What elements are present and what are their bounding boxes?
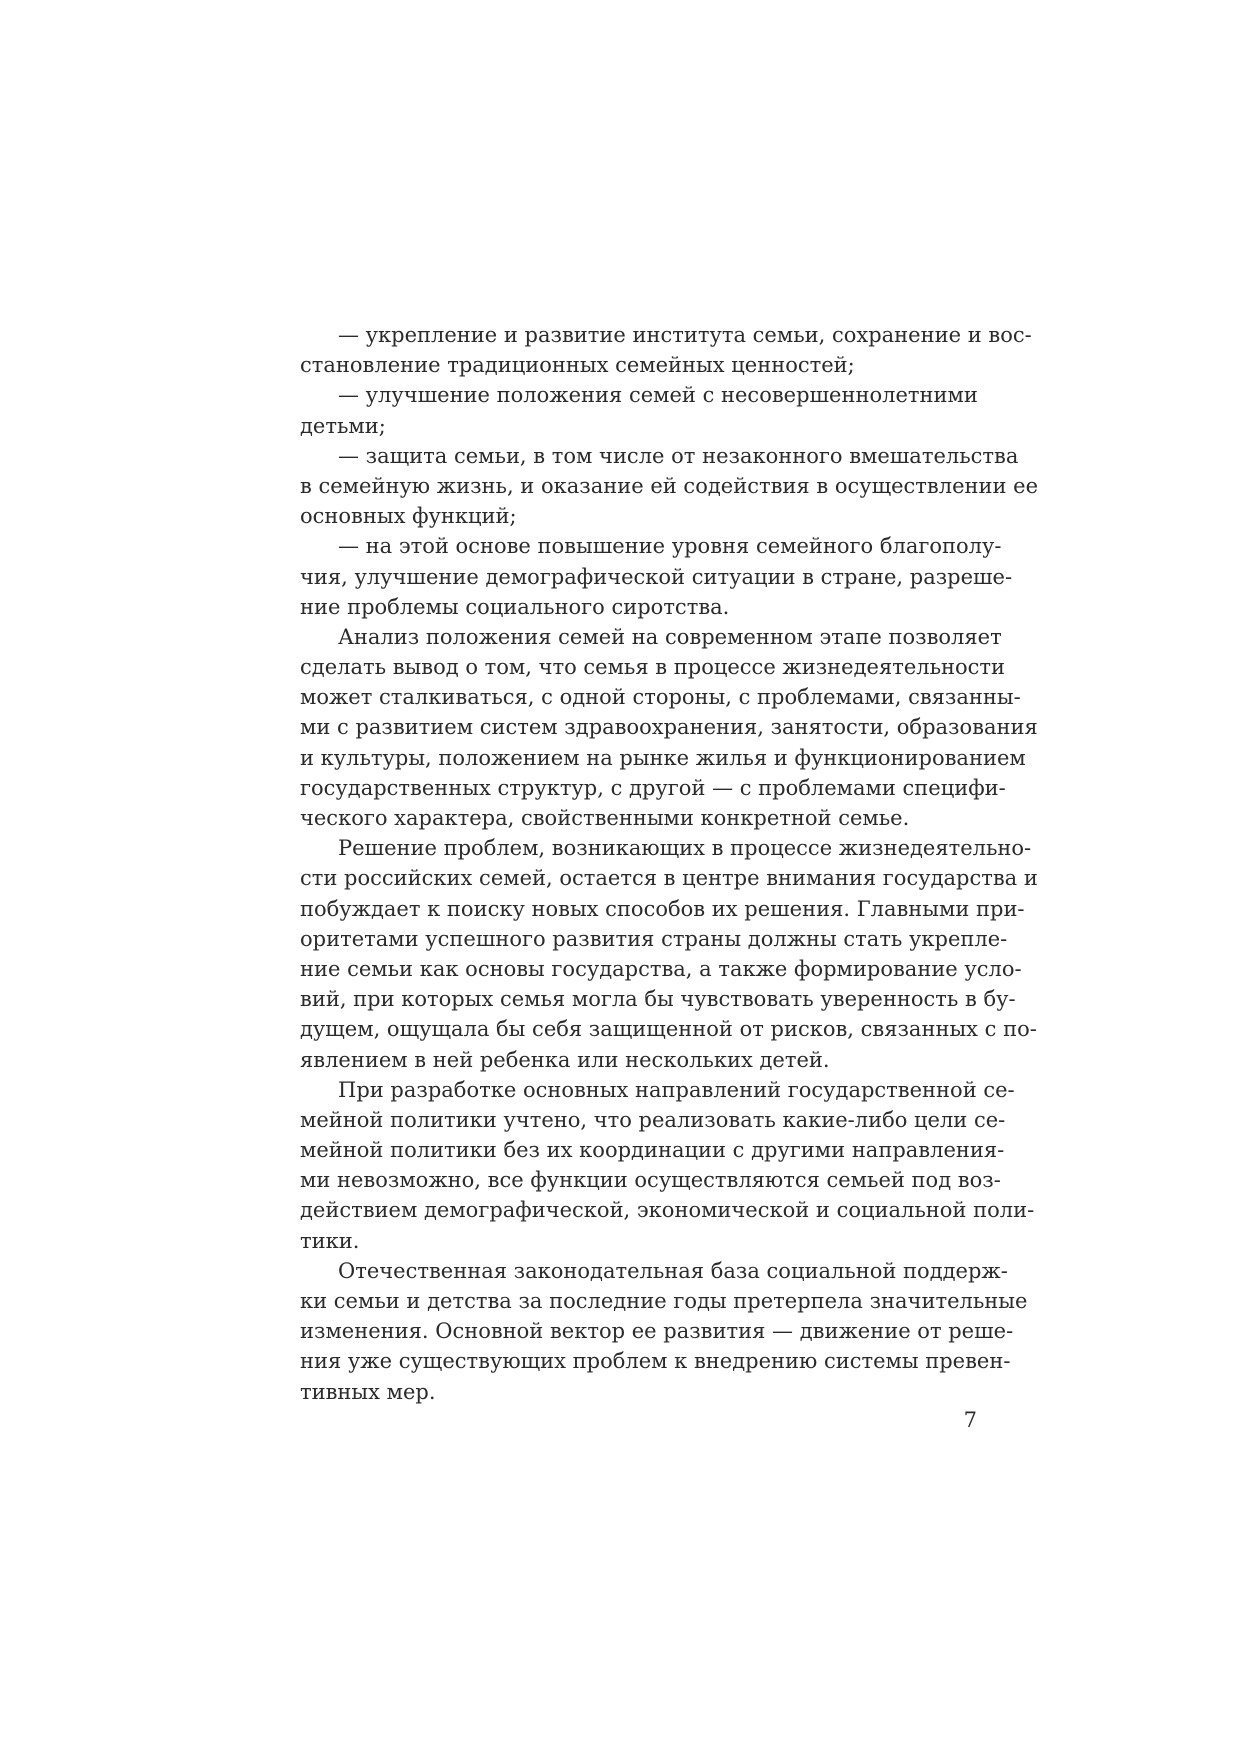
text-line: детьми; — [300, 413, 386, 438]
text-line: государственных структур, с другой — с проблемами специфи- — [300, 775, 1006, 800]
text-line: ние семьи как основы государства, а также формирование усло- — [300, 956, 1022, 981]
page-number: 7 — [963, 1408, 977, 1432]
text-line: дущем, ощущала бы себя защищенной от рисков, связанных с по- — [300, 1017, 1037, 1042]
text-line: ние проблемы социального сиротства. — [300, 594, 730, 619]
text-line: действием демографической, экономической и социальной поли- — [300, 1198, 1035, 1223]
text-line: сделать вывод о том, что семья в процессе жизнедеятельности — [300, 655, 1006, 680]
text-line: мейной политики учтено, что реализовать какие-либо цели се- — [300, 1107, 1006, 1132]
text-line: Анализ положения семей на современном этапе позволяет — [338, 624, 1002, 649]
text-line: тики. — [300, 1228, 360, 1253]
text-line: ми с развитием систем здравоохранения, занятости, образования — [300, 715, 1038, 740]
text-line: побуждает к поиску новых способов их решения. Главными при- — [300, 896, 1025, 921]
text-line: ми невозможно, все функции осуществляются семьей под воз- — [300, 1168, 1001, 1193]
text-line: — на этой основе повышение уровня семейного благополу- — [338, 534, 1002, 559]
text-line: — улучшение положения семей с несовершеннолетними — [338, 383, 978, 408]
text-line: Решение проблем, возникающих в процессе жизнедеятельно- — [338, 836, 1032, 861]
text-line: чия, улучшение демографической ситуации в стране, разреше- — [300, 564, 1013, 589]
text-line: ки семьи и детства за последние годы претерпела значительные — [300, 1289, 1028, 1313]
text-line: При разработке основных направлений государственной се- — [338, 1077, 1015, 1102]
text-line: — защита семьи, в том числе от незаконного вмешательства — [338, 443, 1019, 468]
text-line: — укрепление и развитие института семьи, сохранение и вос- — [338, 323, 1032, 347]
text-line: Отечественная законодательная база социальной поддерж- — [338, 1258, 1008, 1283]
body-text — [300, 320, 1039, 1407]
text-line: явлением в ней ребенка или нескольких детей. — [300, 1047, 830, 1072]
text-line: оритетами успешного развития страны должны стать укрепле- — [300, 926, 1008, 951]
text-line: ческого характера, свойственными конкретной семье. — [300, 806, 910, 830]
text-line: и культуры, положением на рынке жилья и функционированием — [300, 745, 1026, 770]
text-line: становление традиционных семейных ценностей; — [300, 353, 855, 378]
text-line: изменения. Основной вектор ее развития — движение от реше- — [300, 1319, 1014, 1344]
text-line: мейной политики без их координации с другими направления- — [300, 1138, 1005, 1163]
text-line: вий, при которых семья могла бы чувствовать уверенность в бу- — [300, 987, 1016, 1012]
text-line: тивных мер. — [300, 1379, 436, 1404]
text-line: в семейную жизнь, и оказание ей содействия в осуществлении ее — [300, 473, 1039, 498]
text-line: ния уже существующих проблем к внедрению системы превен- — [300, 1349, 1011, 1374]
text-line: основных функций; — [300, 504, 517, 529]
text-line: может сталкиваться, с одной стороны, с проблемами, связанны- — [300, 685, 1021, 710]
text-line: сти российских семей, остается в центре внимания государства и — [300, 866, 1038, 891]
